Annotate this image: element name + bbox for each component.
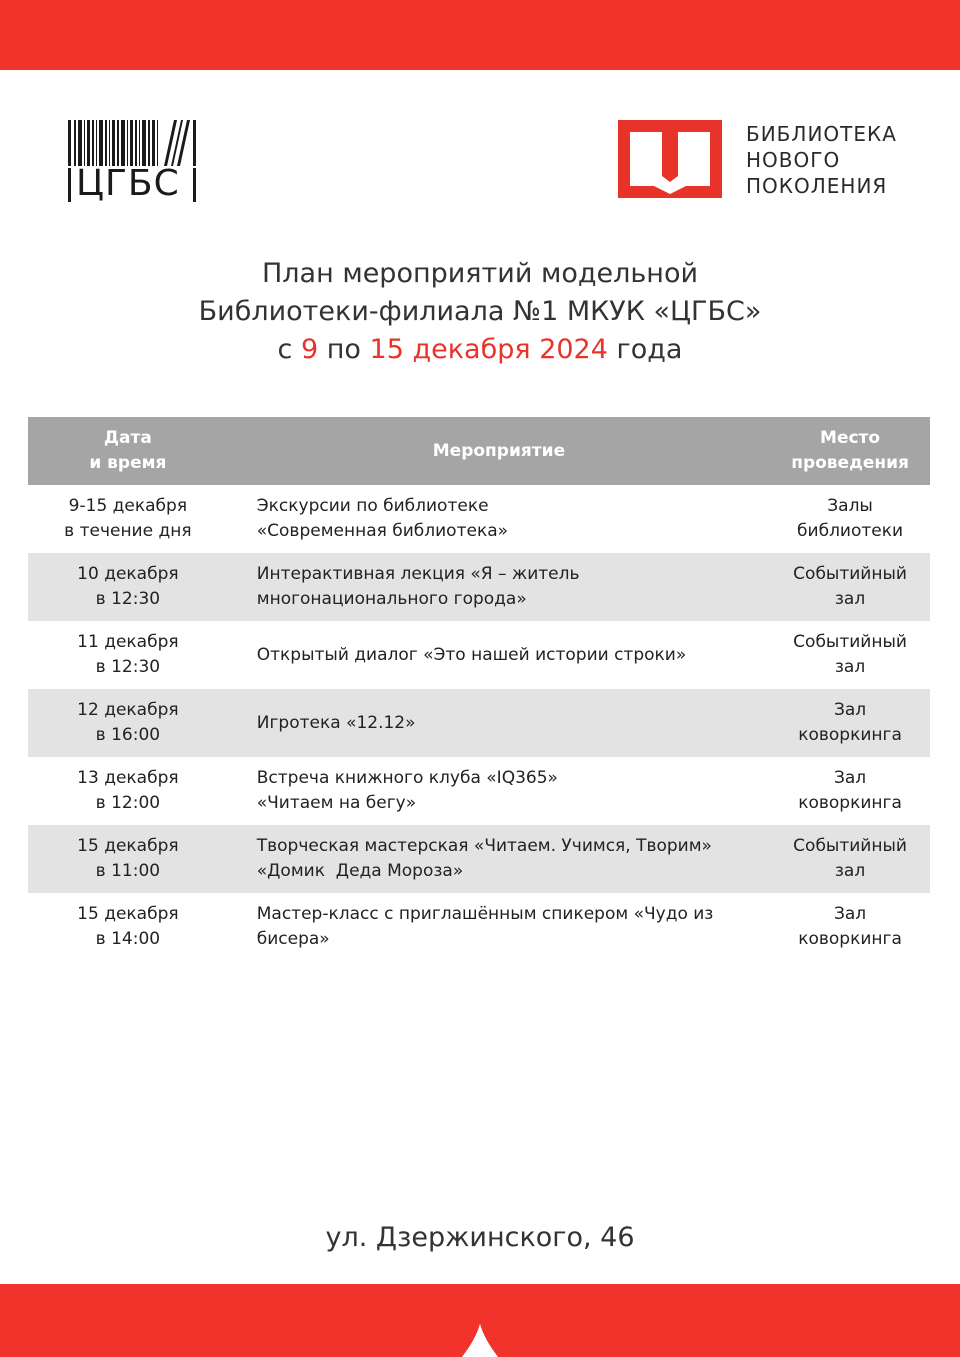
title-line-3 [0, 331, 960, 369]
event-title: Интерактивная лекция «Я – житель многонационального города» [228, 553, 770, 621]
event-title: Творческая мастерская «Читаем. Учимся, Творим» «Домик Деда Мороза» [228, 825, 770, 893]
event-place: Зал коворкинга [798, 904, 902, 949]
open-book-icon [618, 120, 722, 198]
event-place: Событийный зал [770, 553, 930, 621]
event-title: Открытый диалог «Это нашей истории строки» [256, 644, 687, 665]
cgbs-logo-text: ЦГБС [68, 162, 196, 206]
event-place: Событийный зал [793, 632, 907, 677]
event-date: 12 декабря в 16:00 [28, 689, 228, 757]
header-place-line: проведения [791, 453, 909, 473]
title-prefix: с [277, 334, 301, 365]
header-date-line: и время [89, 453, 167, 473]
library-logo-line: ПОКОЛЕНИЯ [746, 174, 888, 198]
bottom-red-band [0, 1284, 960, 1357]
title-day: 9 [300, 334, 319, 365]
title-date-range: 15 декабря 2024 [369, 334, 608, 365]
table-row [28, 893, 930, 961]
library-logo-text [746, 121, 946, 199]
top-red-band [0, 0, 960, 70]
header-place-line: Место [820, 428, 881, 448]
event-place: Событийный зал [770, 825, 930, 893]
table-row [28, 689, 930, 757]
event-date: 15 декабря в 11:00 [28, 825, 228, 893]
event-place: Зал коворкинга [770, 689, 930, 757]
table-row [28, 485, 930, 553]
title-line-2: Библиотеки-филиала №1 МКУК «ЦГБС» [198, 296, 762, 327]
table-row [28, 825, 930, 893]
header-date-line: Дата [103, 428, 152, 448]
library-logo-line: НОВОГО [746, 148, 841, 172]
event-date: 13 декабря в 12:00 [77, 768, 179, 813]
event-title: Мастер-класс с приглашённым спикером «Чудо из бисера» [256, 904, 714, 949]
address: ул. Дзержинского, 46 [325, 1222, 635, 1253]
event-date: 15 декабря в 14:00 [77, 904, 179, 949]
table-row [28, 621, 930, 689]
header-event-label: Мероприятие [432, 440, 566, 461]
event-date: 9-15 декабря в течение дня [64, 496, 192, 541]
event-title: Экскурсии по библиотеке «Современная библиотека» [256, 496, 509, 541]
library-logo-line: БИБЛИОТЕКА [746, 122, 897, 146]
event-title: Встреча книжного клуба «IQ365» «Читаем на бегу» [256, 768, 558, 813]
event-place: Залы библиотеки [797, 496, 904, 541]
title-mid: по [318, 334, 370, 365]
title-suffix: года [607, 334, 683, 365]
header-place [770, 417, 930, 485]
table-row [28, 757, 930, 825]
table-header-row [28, 417, 930, 485]
title-line-1: План мероприятий модельной [261, 258, 699, 289]
page-title [0, 255, 960, 369]
event-place: Зал коворкинга [798, 768, 902, 813]
cgbs-logo [68, 120, 196, 206]
header-event [228, 417, 770, 485]
event-date: 11 декабря в 12:30 [77, 632, 179, 677]
barcode-icon [68, 120, 196, 166]
event-date: 10 декабря в 12:30 [28, 553, 228, 621]
event-title: Игротека «12.12» [228, 689, 770, 757]
events-table [28, 417, 930, 961]
header-date [28, 417, 228, 485]
table-row [28, 553, 930, 621]
